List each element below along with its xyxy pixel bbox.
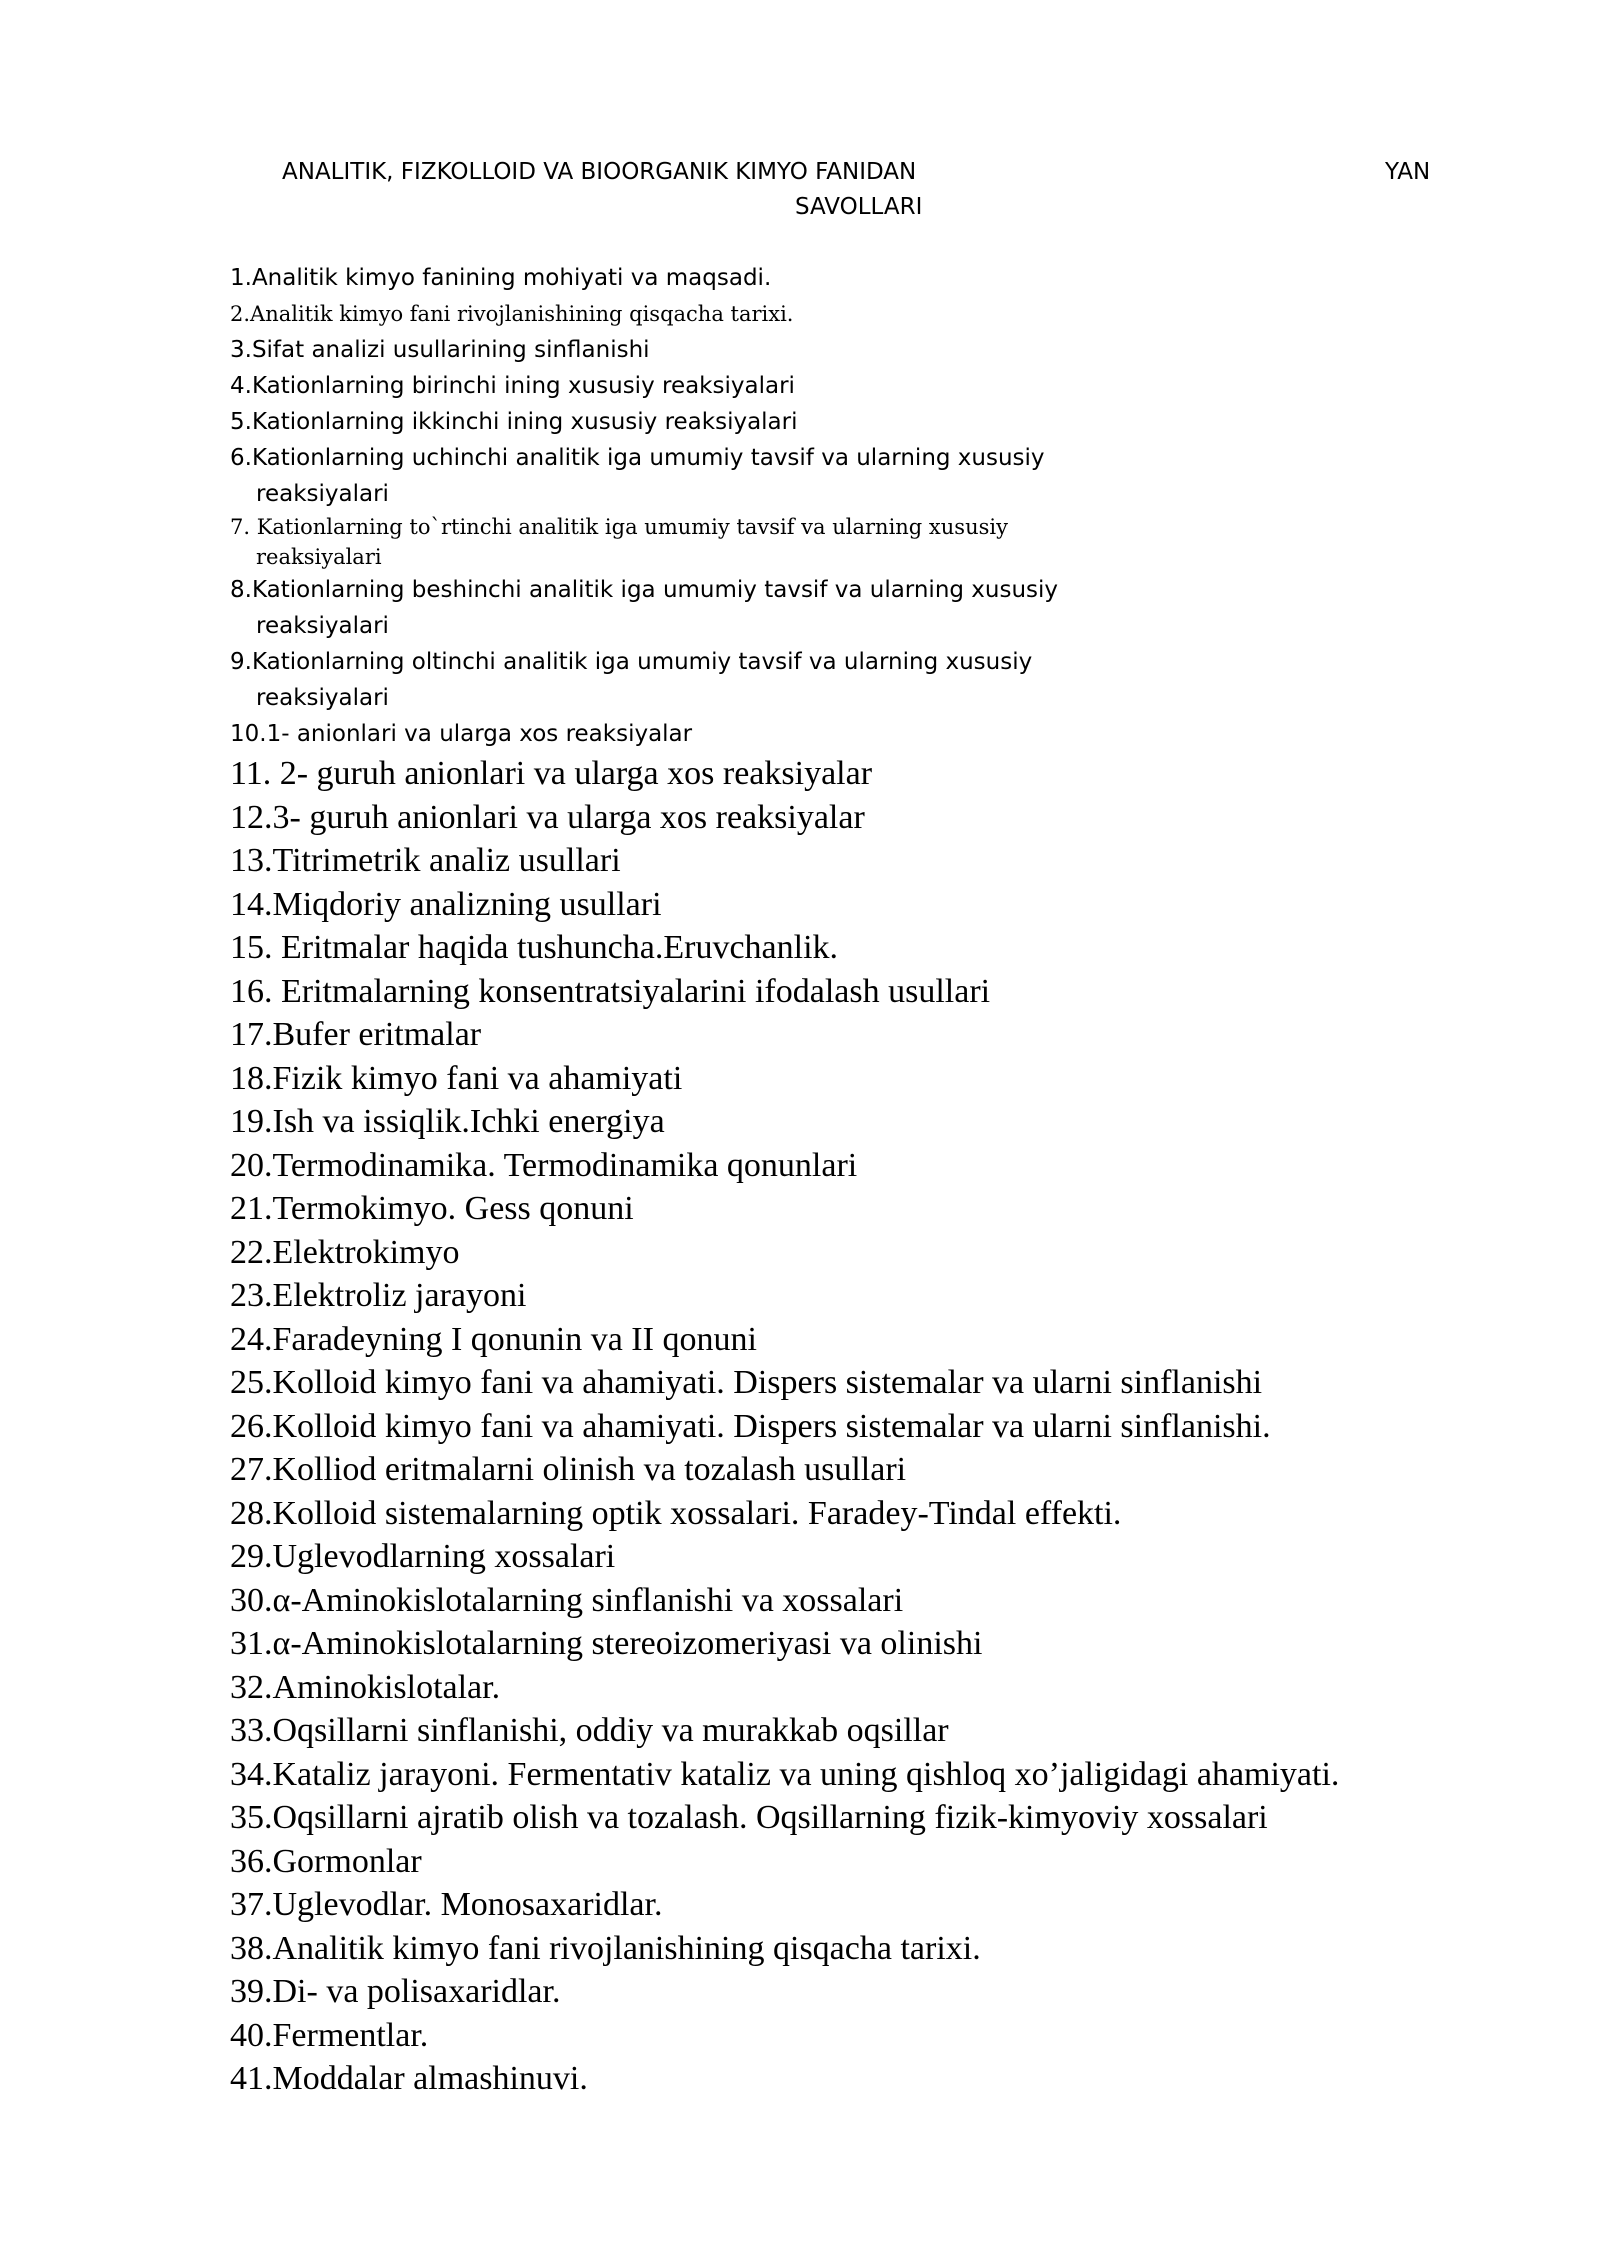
list-item: 23.Elektroliz jarayoni bbox=[230, 1277, 527, 1314]
list-item: 18.Fizik kimyo fani va ahamiyati bbox=[230, 1059, 683, 1097]
list-item: 30.α-Aminokislotalarning sinflanishi va xossalari bbox=[230, 1581, 904, 1619]
list-item: 3.Sifat analizi usullarining sinflanishi bbox=[230, 337, 650, 363]
list-item: 32.Aminokislotalar. bbox=[230, 1668, 501, 1706]
list-item: 25.Kolloid kimyo fani va ahamiyati. Dispers sistemalar va ularni sinflanishi bbox=[230, 1364, 1263, 1401]
list-item: 1.Analitik kimyo fanining mohiyati va maqsadi. bbox=[230, 265, 772, 291]
list-item: 12.3- guruh anionlari va ularga xos reaksiyalar bbox=[230, 798, 865, 836]
list-item: 38.Analitik kimyo fani rivojlanishining qisqacha tarixi. bbox=[230, 1929, 981, 1967]
list-item: 37.Uglevodlar. Monosaxaridlar. bbox=[230, 1886, 663, 1923]
list-item: 35.Oqsillarni ajratib olish va tozalash. Oqsillarning fizik-kimyoviy xossalari bbox=[230, 1799, 1268, 1836]
list-item-continuation: reaksiyalari bbox=[256, 685, 389, 711]
list-item: 9.Kationlarning oltinchi analitik iga umumiy tavsif va ularning xususiy bbox=[230, 649, 1033, 675]
list-item: 27.Kolliod eritmalarni olinish va tozalash usullari bbox=[230, 1451, 907, 1488]
list-item: 13.Titrimetrik analiz usullari bbox=[230, 842, 621, 879]
list-item: 15. Eritmalar haqida tushuncha.Eruvchanlik. bbox=[230, 929, 839, 966]
list-item: 21.Termokimyo. Gess qonuni bbox=[230, 1190, 634, 1227]
document-subtitle: SAVOLLARI bbox=[795, 194, 923, 220]
list-item: 19.Ish va issiqlik.Ichki energiya bbox=[230, 1103, 665, 1140]
list-item: 22.Elektrokimyo bbox=[230, 1233, 460, 1271]
list-item: 20.Termodinamika. Termodinamika qonunlari bbox=[230, 1146, 858, 1184]
list-item-continuation: reaksiyalari bbox=[256, 613, 389, 639]
document-title-suffix: YAN bbox=[1385, 159, 1431, 185]
list-item: 34.Kataliz jarayoni. Fermentativ kataliz va uning qishloq xo’jaligidagi ahamiyati. bbox=[230, 1755, 1340, 1793]
list-item: 39.Di- va polisaxaridlar. bbox=[230, 1973, 561, 2010]
list-item: 2.Analitik kimyo fani rivojlanishining qisqacha tarixi. bbox=[230, 302, 794, 326]
list-item: 41.Moddalar almashinuvi. bbox=[230, 2060, 588, 2097]
list-item: 26.Kolloid kimyo fani va ahamiyati. Dispers sistemalar va ularni sinflanishi. bbox=[230, 1407, 1271, 1445]
list-item: 40.Fermentlar. bbox=[230, 2016, 429, 2054]
questions-list bbox=[230, 260, 1560, 2101]
list-item: 6.Kationlarning uchinchi analitik iga umumiy tavsif va ularning xususiy bbox=[230, 445, 1045, 471]
list-item: 29.Uglevodlarning xossalari bbox=[230, 1538, 616, 1575]
list-item: 36.Gormonlar bbox=[230, 1842, 422, 1880]
list-item: 28.Kolloid sistemalarning optik xossalari. Faradey-Tindal effekti. bbox=[230, 1494, 1122, 1532]
list-item: 5.Kationlarning ikkinchi ining xususiy reaksiyalari bbox=[230, 409, 798, 435]
list-item: 10.1- anionlari va ularga xos reaksiyalar bbox=[230, 721, 693, 747]
list-item: 8.Kationlarning beshinchi analitik iga umumiy tavsif va ularning xususiy bbox=[230, 577, 1059, 603]
list-item: 11. 2- guruh anionlari va ularga xos reaksiyalar bbox=[230, 755, 873, 792]
list-item: 33.Oqsillarni sinflanishi, oddiy va murakkab oqsillar bbox=[230, 1712, 949, 1749]
list-item: 31.α-Aminokislotalarning stereoizomeriyasi va olinishi bbox=[230, 1625, 983, 1662]
list-item: 14.Miqdoriy analizning usullari bbox=[230, 885, 662, 923]
list-item-continuation: reaksiyalari bbox=[256, 545, 382, 569]
list-item: 4.Kationlarning birinchi ining xususiy reaksiyalari bbox=[230, 373, 795, 399]
list-item: 16. Eritmalarning konsentratsiyalarini ifodalash usullari bbox=[230, 972, 991, 1010]
list-item: 24.Faradeyning I qonunin va II qonuni bbox=[230, 1320, 757, 1358]
document-title: ANALITIK, FIZKOLLOID VA BIOORGANIK KIMYO FANIDAN bbox=[282, 159, 917, 185]
list-item: 17.Bufer eritmalar bbox=[230, 1016, 482, 1053]
list-item-continuation: reaksiyalari bbox=[256, 481, 389, 507]
list-item: 7. Kationlarning to`rtinchi analitik iga umumiy tavsif va ularning xususiy bbox=[230, 515, 1008, 539]
